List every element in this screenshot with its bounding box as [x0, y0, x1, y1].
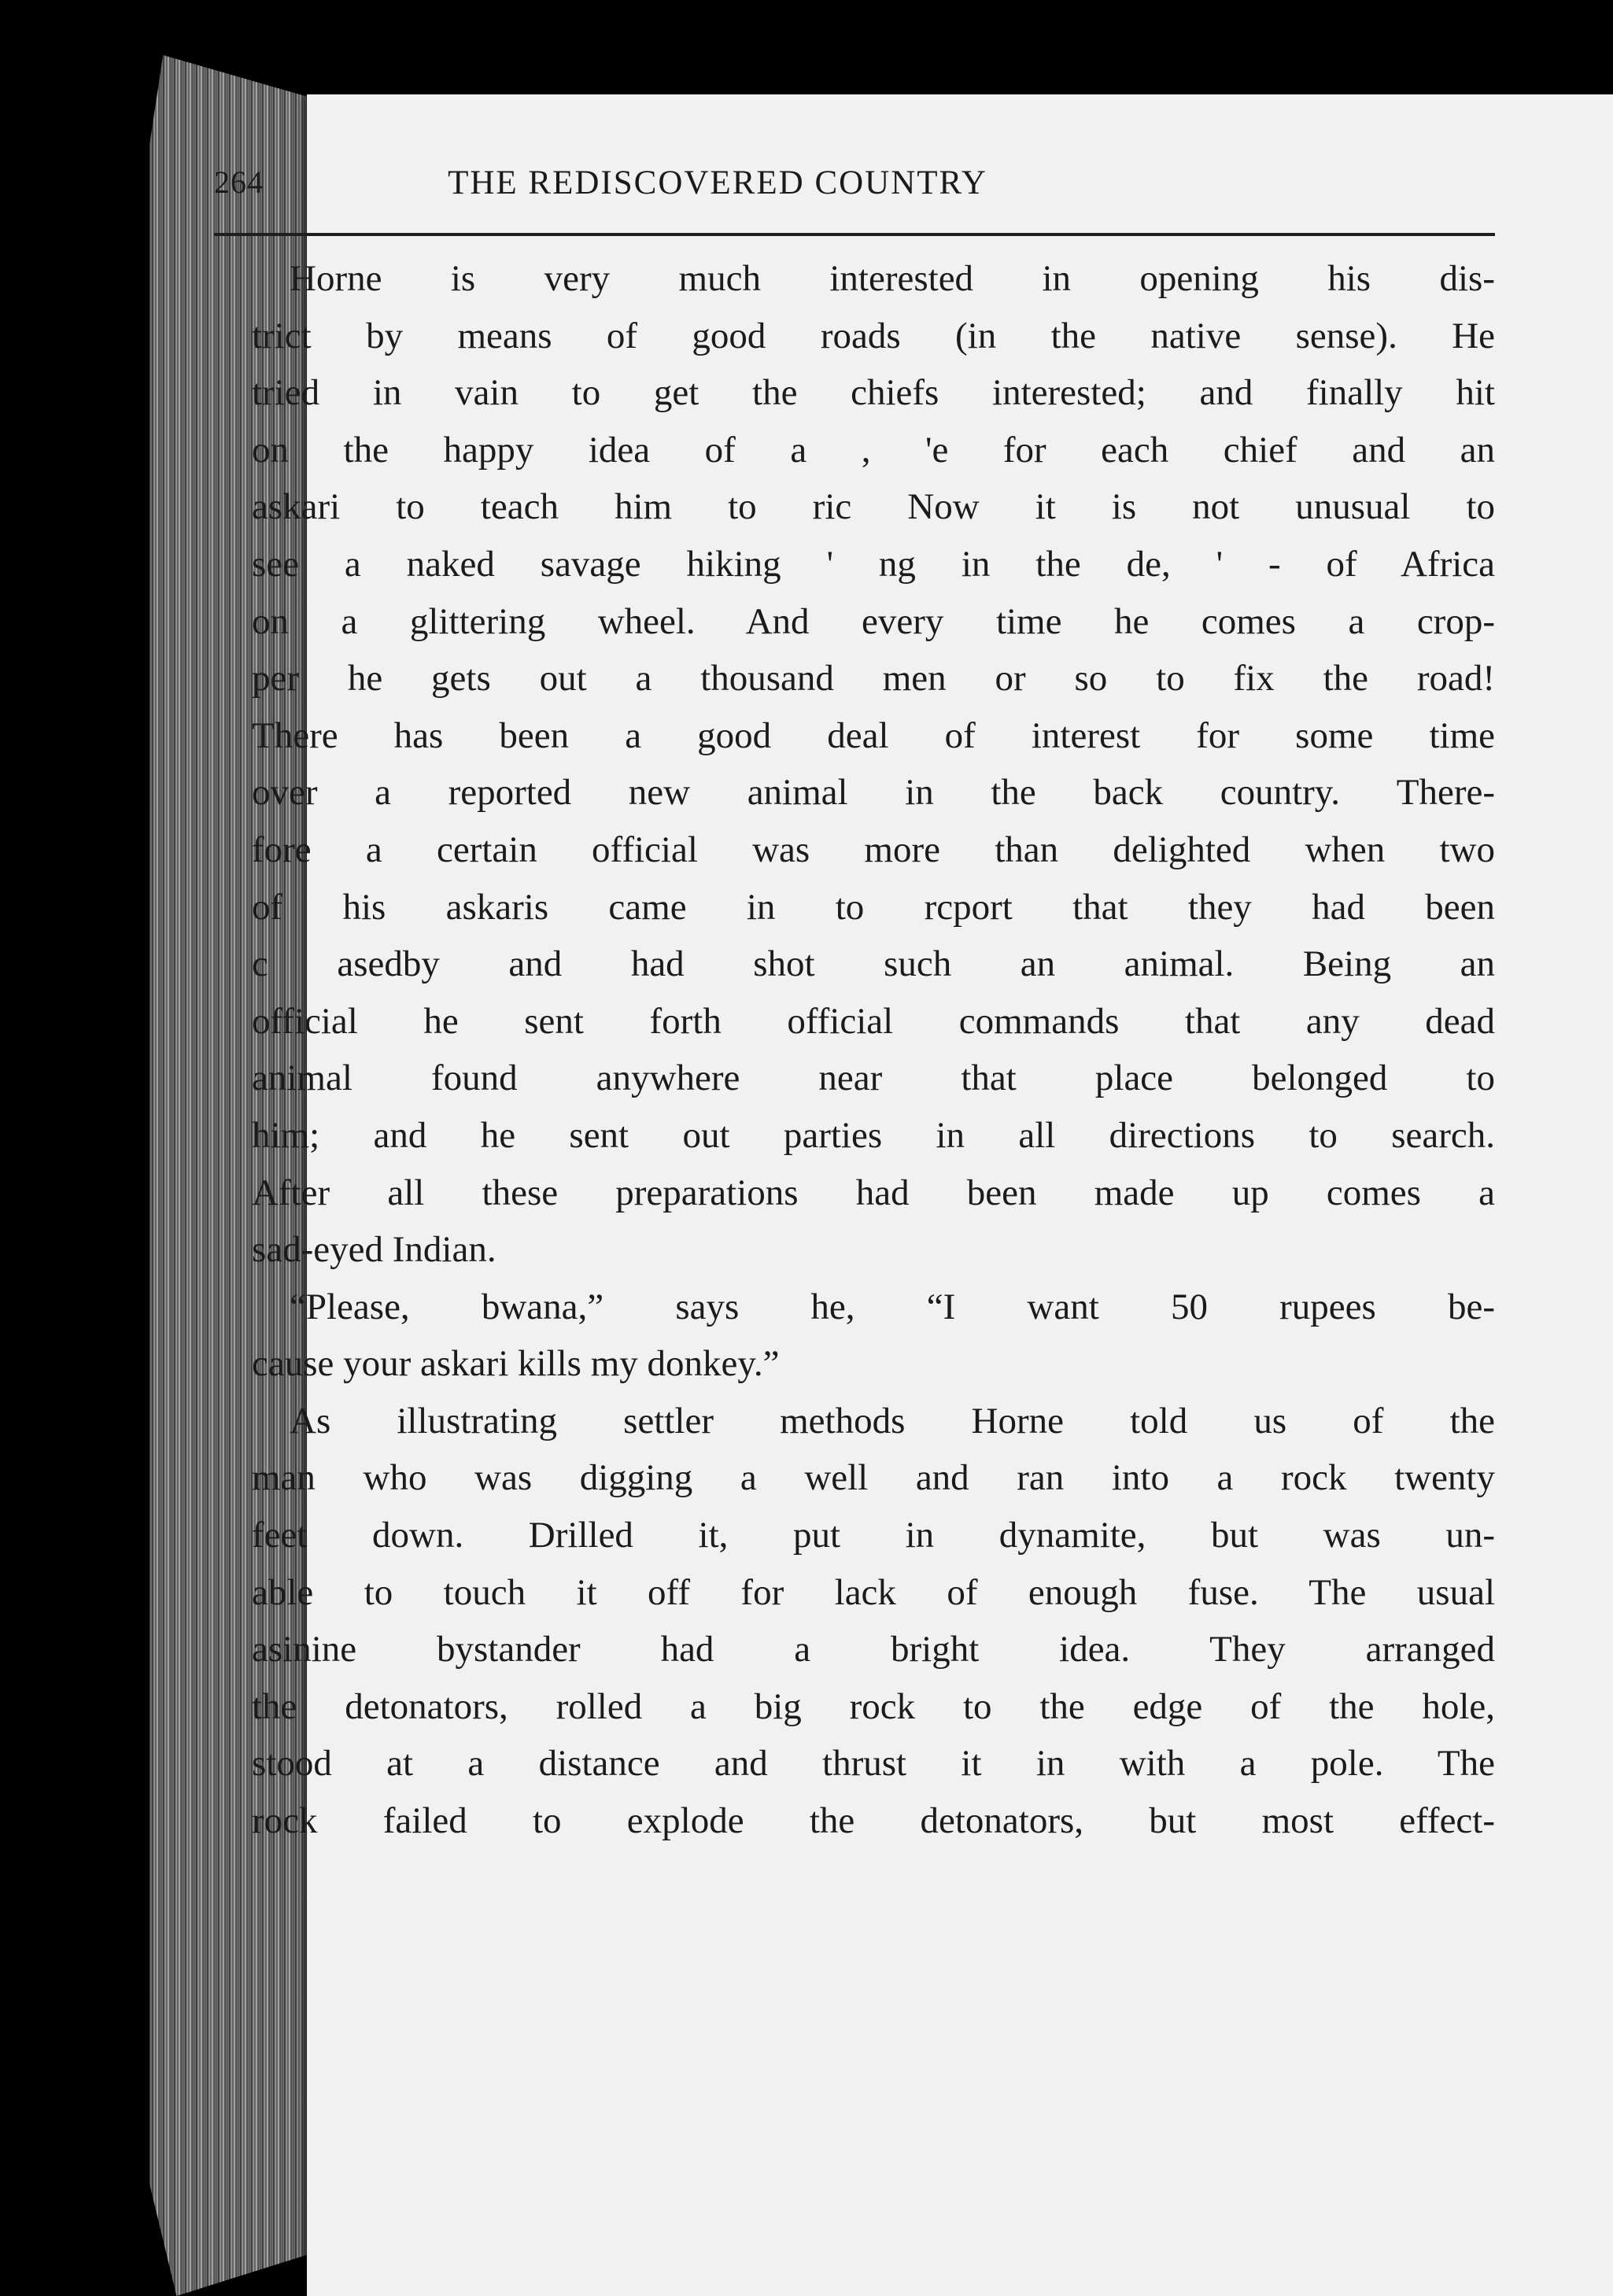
- text-line: on a glittering wheel. And every time he comes a crop-: [252, 600, 1495, 642]
- page-number: 264: [214, 164, 264, 200]
- paragraph-1: [214, 250, 1495, 1279]
- text-line: Horne is very much interested in opening his dis-: [290, 258, 1495, 299]
- body-text: [214, 250, 1495, 1850]
- text-line: cause your askari kills my donkey.”: [252, 1343, 780, 1385]
- text-line: trict by means of good roads (in the native sense). He: [252, 315, 1495, 356]
- paragraph-3: [214, 1393, 1495, 1850]
- header-rule: [214, 233, 1495, 236]
- text-line: tried in vain to get the chiefs interested; and finally hit: [252, 372, 1495, 414]
- text-line: per he gets out a thousand men or so to fix the road!: [252, 658, 1495, 700]
- page-header: [214, 164, 1495, 227]
- text-line: able to touch it off for lack of enough fuse. The usual: [252, 1571, 1495, 1613]
- text-line: askari to teach him to ric Now it is not unusual to: [252, 486, 1495, 528]
- text-line: sad-eyed Indian.: [252, 1229, 496, 1271]
- text-line: official he sent forth official commands that any dead: [252, 1000, 1495, 1042]
- text-line: see a naked savage hiking ' ng in the de, ' - of Africa: [252, 543, 1495, 585]
- text-line: animal found anywhere near that place belonged to: [252, 1058, 1495, 1099]
- text-line: man who was digging a well and ran into a rock twenty: [252, 1457, 1495, 1499]
- text-line: him; and he sent out parties in all directions to search.: [252, 1114, 1495, 1156]
- text-line: c asedby and had shot such an animal. Being an: [252, 943, 1495, 985]
- text-line: stood at a distance and thrust it in with a pole. The: [252, 1743, 1495, 1785]
- text-line: There has been a good deal of interest for some time: [252, 714, 1495, 756]
- text-line: After all these preparations had been made up comes a: [252, 1172, 1495, 1213]
- text-line: on the happy idea of a , 'e for each chief and an: [252, 429, 1495, 471]
- paragraph-2: [214, 1279, 1495, 1393]
- text-line: the detonators, rolled a big rock to the edge of the hole,: [252, 1685, 1495, 1727]
- text-line: over a reported new animal in the back country. There-: [252, 772, 1495, 814]
- text-line: of his askaris came in to rcport that they had been: [252, 886, 1495, 928]
- text-line: fore a certain official was more than delighted when two: [252, 829, 1495, 870]
- text-line: “Please, bwana,” says he, “I want 50 rupees be-: [290, 1286, 1495, 1327]
- text-line: As illustrating settler methods Horne told us of the: [290, 1400, 1495, 1441]
- text-line: rock failed to explode the detonators, but most effect-: [252, 1800, 1495, 1842]
- running-title: THE REDISCOVERED COUNTRY: [448, 164, 987, 201]
- text-line: feet down. Drilled it, put in dynamite, but was un-: [252, 1515, 1495, 1556]
- text-line: asinine bystander had a bright idea. They arranged: [252, 1629, 1495, 1670]
